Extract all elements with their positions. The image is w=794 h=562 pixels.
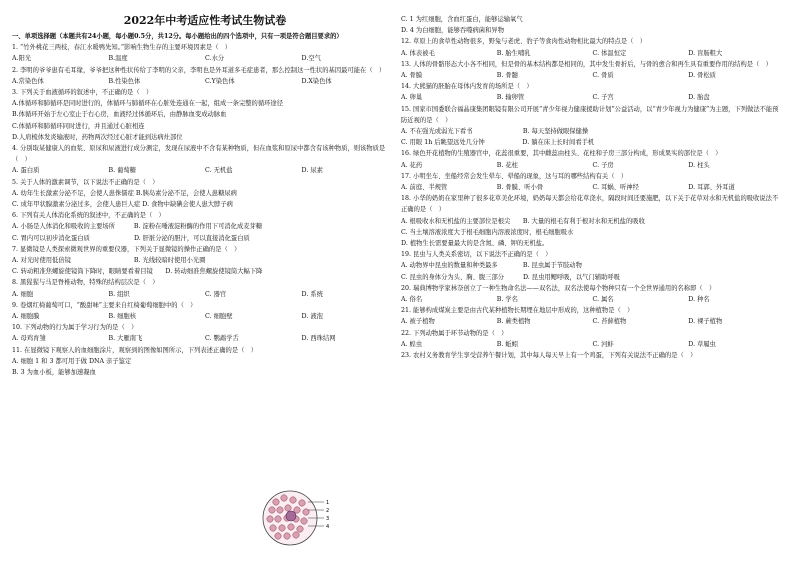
answer-option: C. 属名 — [592, 296, 614, 304]
answer-option: B. 组织 — [108, 290, 130, 298]
answer-option: D. 草履虫 — [688, 340, 716, 348]
answer-option: C. 子房 — [592, 161, 614, 169]
answer-option: A. 蛋白质 — [12, 167, 40, 175]
left-questions — [12, 42, 398, 378]
left-column — [12, 14, 398, 378]
red-blood-cell — [301, 518, 307, 524]
exam-title: 2022年中考适应性考试生物试卷 — [123, 14, 287, 27]
answer-options — [12, 165, 398, 176]
question-text: A. 动物界中昆虫的数量和种类最多 B. 昆虫属于节肢动物 — [401, 262, 582, 270]
answer-option: A. 前庭、半规管 — [401, 184, 448, 192]
answer-option: D. 系统 — [301, 290, 323, 298]
answer-option: C. 河蚌 — [592, 340, 614, 348]
answer-option: B. 骨髓 — [496, 72, 518, 80]
red-blood-cell — [281, 495, 287, 501]
question-text: 11. 在显微镜下观察人的血细胞涂片，观察到的图像如图所示，下列表述正确的是（ ） — [12, 346, 258, 354]
answer-options — [401, 339, 784, 350]
question-text: 12. 草原上的食草性动物很多，野兔与老虎、豹子等食肉性动物相比最大的特点是（ ） — [401, 38, 647, 46]
answer-options — [12, 289, 398, 300]
question-text: 17. 小明坐车、坐船经常会发生晕车、晕船的现象，这与耳的哪些结构有关（ ） — [401, 172, 628, 180]
red-blood-cell — [279, 525, 285, 531]
answer-options — [401, 316, 784, 327]
question-text: 19. 昆虫与人类关系密切，以下说法不正确的是（ ） — [401, 251, 552, 259]
answer-option: C. 骨质 — [592, 72, 614, 80]
question-text: 15. 国家市国委联合福晶康集团眼镜有限公司开展“青少年视力健康援助计划”公益活动，以“青少年视力为健康”为主题，下列做法不能预防近视的是（ ） — [401, 105, 779, 124]
answer-option: D. 裸子植物 — [688, 318, 723, 326]
question-text: 10. 下列动物的行为属于学习行为的是（ ） — [12, 324, 138, 332]
question-text: 9. 卷烟红椅葡萄可口，“酸甜味”主要来自红椅葡萄细胞中的（ ） — [12, 301, 197, 309]
answer-options — [401, 70, 784, 81]
question-text: C. 昆虫的身体分为头、胸、腹三部分 D. 昆虫用鳃呼吸，以气门辅助呼吸 — [401, 273, 620, 281]
answer-option: C. 细胞壁 — [205, 313, 233, 321]
answer-option: D.X染色体 — [301, 77, 332, 85]
answer-option: D. 种名 — [688, 296, 710, 304]
answer-option: B. 胎生哺乳 — [496, 49, 531, 57]
answer-option: A. 蝗虫 — [401, 340, 423, 348]
answer-option: C. 鹦鹉学舌 — [205, 335, 239, 343]
question-text: 21. 能够构成煤炭主要是由古代某种植物长期埋在地层中形成的，这种植物是（ ） — [401, 307, 634, 315]
red-blood-cell — [294, 507, 300, 513]
white-blood-cell — [286, 511, 296, 521]
answer-options — [12, 76, 398, 87]
answer-option: A. 花药 — [401, 161, 423, 169]
question-text: 6. 下列有关人体消化系统的叙述中，不正确的是（ ） — [12, 212, 165, 220]
red-blood-cell — [267, 516, 273, 522]
figure-label: 3 — [326, 516, 330, 522]
answer-option: B. 大雁南飞 — [108, 335, 143, 343]
answer-options — [401, 160, 784, 171]
question-text: C. 1 为红细胞，含血红蛋白，能够运输氧气 — [401, 16, 523, 23]
answer-option: B. 细胞核 — [108, 313, 137, 321]
question-text: C. 成年甲状腺激素分泌过多，会使人患巨人症 D. 食物中缺碘会使人患大脖子病 — [12, 201, 233, 209]
answer-option: A. 卵巢 — [401, 94, 423, 102]
answer-option: A. 骨膜 — [401, 72, 423, 80]
answer-options — [401, 92, 784, 103]
answer-option: B. 输卵管 — [496, 94, 525, 102]
answer-option: D. 耳郭、外耳道 — [688, 184, 735, 192]
answer-option: B. 葡萄糖 — [108, 167, 137, 175]
answer-option: A.常染色体 — [12, 77, 44, 85]
answer-options — [12, 333, 398, 344]
question-text: 1. “竹外桃花三两枝，春江水暖鸭先知。”影响生物生存的主要环境因素是（ ） — [12, 44, 232, 52]
figure-label: 2 — [326, 508, 330, 514]
answer-option: C. 无机盐 — [205, 167, 233, 175]
answer-option: C. 器官 — [205, 290, 227, 298]
answer-option: D. 柱头 — [688, 161, 710, 169]
red-blood-cell — [277, 507, 283, 513]
figure-label: 1 — [326, 500, 330, 506]
red-blood-cell — [270, 525, 276, 531]
question-text: A. 细胞 1 和 3 都可用于做 DNA 亲子鉴定 — [12, 357, 132, 365]
question-text: B. 3 为血小板，能够加速凝血 — [12, 369, 96, 377]
section-heading: 一、单项选择题（本题共有24小题，每小题0.5分，共12分。每小题给出的四个选项中，只有一项是符合题目要求的） — [12, 33, 343, 40]
answer-option: D.空气 — [301, 55, 321, 63]
question-text: A. 幼年生长激素分泌不足，会使人患侏儒症 B.胰岛素分泌不足，会使人患糖尿病 — [12, 189, 237, 197]
answer-option: C.Y染色体 — [205, 77, 235, 85]
blood-smear-figure — [258, 488, 338, 548]
answer-options — [401, 48, 784, 59]
figure-label: 4 — [326, 524, 330, 530]
answer-option: B.温度 — [108, 55, 128, 63]
red-blood-cell — [293, 532, 299, 538]
right-questions — [401, 14, 784, 361]
question-text: C. 当土壤溶液浓度大于根毛细胞内溶液浓度时，根毛细胞吸水 — [401, 228, 574, 236]
question-text: D. 植物生长需要量最大的是含氮、磷、钾的无机盐。 — [401, 240, 549, 248]
question-text: C. 胃内可以初步消化蛋白质 D. 肝脏分泌的胆汁，可以直接消化蛋白质 — [12, 234, 250, 242]
red-blood-cell — [269, 507, 275, 513]
red-blood-cell — [285, 505, 291, 511]
question-text: B.体循环开始于左心室止于右心房，血液经过体循环后，由静脉血变成动脉血 — [12, 111, 227, 119]
answer-options — [401, 294, 784, 305]
answer-option: A.阳光 — [12, 55, 32, 63]
question-text: A. 根吸收水和无机盐的主要部位是根尖 B. 大量的根毛有利于根对水和无机盐的吸收 — [401, 217, 645, 225]
red-blood-cell — [273, 499, 279, 505]
answer-options — [401, 182, 784, 193]
question-text: A.体循环和肺循环是同时进行的，体循环与肺循环在心脏处连通在一起，组成一条完整的循环途径 — [12, 100, 284, 108]
question-text: 22. 下列动物属于环节动物的是（ ） — [401, 329, 508, 337]
red-blood-cell — [275, 533, 281, 539]
answer-options — [12, 53, 398, 64]
answer-option: B. 蕨类植物 — [496, 318, 531, 326]
question-text: A. 不在强光或弱光下看书 B. 每天坚持做眼保健操 — [401, 128, 589, 136]
answer-option: B. 骨膜、听小骨 — [496, 184, 544, 192]
red-blood-cell — [297, 526, 303, 532]
answer-option: A. 母鸡育雏 — [12, 335, 46, 343]
answer-option: A. 俗名 — [401, 296, 423, 304]
answer-option: A. 细胞膜 — [12, 313, 40, 321]
question-text: 16. 绿色开花植物的生殖器官中，花蕊很重要，其中雌蕊由柱头、花柱和子房三部分构成，形成果实的部位是（ ） — [401, 150, 722, 158]
answer-options — [12, 311, 398, 322]
question-text: 14. 大熊猫的胚胎在母体内发育的场所是（ ） — [401, 83, 533, 91]
answer-option: C. 耳蜗、听神经 — [592, 184, 639, 192]
answer-option: D. 盲肠粗大 — [688, 49, 723, 57]
red-blood-cell — [284, 533, 290, 539]
answer-option: B. 蚯蚓 — [496, 340, 518, 348]
question-text: 4. 分别取某健康人的血浆、原尿和尿液进行成分测定，发现在尿液中不含有某种物质，但在血浆和原尿中都含有该种物质，则该物质是（ ） — [12, 145, 386, 164]
answer-option: A. 体表被毛 — [401, 49, 435, 57]
question-text: A. 对光时使用低倍镜 B. 光线较暗时使用小光圈 — [12, 257, 206, 265]
question-text: C. 用眼 1h 后眺望远处几分钟 D. 躺在床上长时间看手机 — [401, 139, 595, 147]
question-text: 3. 下列关于血液循环的叙述中，不正确的是（ ） — [12, 89, 153, 97]
question-text: A. 小肠是人体消化和吸收的主要场所 B. 淀粉在唾液淀粉酶的作用下可消化成麦芽糖 — [12, 223, 263, 231]
red-blood-cell — [299, 500, 305, 506]
answer-option: D. 骨松质 — [688, 72, 716, 80]
question-text: 23. 农村义务教育学生享受营养午餐计划，其中每人每天早上有一个鸡蛋，下列有关说法不正确的是（ ） — [401, 352, 697, 360]
answer-option: D. 胎盘 — [688, 94, 710, 102]
question-text: 13. 人体的骨骼形态大小各不相同，但是骨的基本结构都是相同的，其中发生骨折后，与骨的愈合和再生具有重要作用的结构是（ ） — [401, 60, 772, 68]
answer-option: D. 尿素 — [301, 167, 323, 175]
answer-option: C. 体温恒定 — [592, 49, 627, 57]
answer-option: A. 被子植物 — [401, 318, 435, 326]
question-text: 20. 瑞典博物学家林奈创立了一种生物命名法——双名法，双名法使每个物种只有一个全世界通用的名称即（ ） — [401, 284, 716, 292]
question-text: D.人肩梳体发炎输液时，药物两次经过心脏才能到达病灶部位 — [12, 133, 183, 141]
answer-option: B.性染色体 — [108, 77, 141, 85]
question-text: C. 转动粗准焦螺旋使镜筒下降时，眼睛要看着目镜 D. 转动细准焦螺旋使镜筒大幅下降 — [12, 268, 263, 276]
question-text: 2. 李明的爷爷患有毛耳缘，爷爷把这种性状传给了李明的父亲，李明也是外耳道多毛症患者，那么控制这一性状的基因最可能在（ ） — [12, 66, 386, 74]
question-text: C.体循环和肺循环同时进行，并且通过心脏相连 — [12, 122, 145, 130]
question-text: 7. 显微镜是人类探索微观世界的重要仪器，下列关于显微镜的操作正确的是（ ） — [12, 245, 241, 253]
question-text: 18. 小华的奶奶在家里种了很多花草美化环境，奶奶每天都会给花草浇水，隔段时间还要施肥，以下关于花草对水和无机盐的吸收说法不正确的是（ ） — [401, 195, 779, 214]
question-text: 5. 关于人体的激素调节，以下说法不正确的是（ ） — [12, 178, 159, 186]
red-blood-cell — [290, 497, 296, 503]
answer-option: C. 子宫 — [592, 94, 614, 102]
answer-option: C. 苔藓植物 — [592, 318, 627, 326]
answer-option: C.水分 — [205, 55, 225, 63]
answer-option: A. 细胞 — [12, 290, 34, 298]
question-text: D. 4 为白细胞，能够吞噬病菌和异物 — [401, 27, 504, 35]
red-blood-cell — [275, 516, 281, 522]
question-text: 8. 黑猩猩与马是脊椎动物，特殊的结构层次是（ ） — [12, 279, 159, 287]
right-column — [401, 14, 784, 361]
answer-option: B. 学名 — [496, 296, 518, 304]
answer-option: B. 花柱 — [496, 161, 518, 169]
answer-option: D. 液泡 — [301, 313, 323, 321]
answer-option: D. 西珠结网 — [301, 335, 336, 343]
red-blood-cell — [288, 524, 294, 530]
